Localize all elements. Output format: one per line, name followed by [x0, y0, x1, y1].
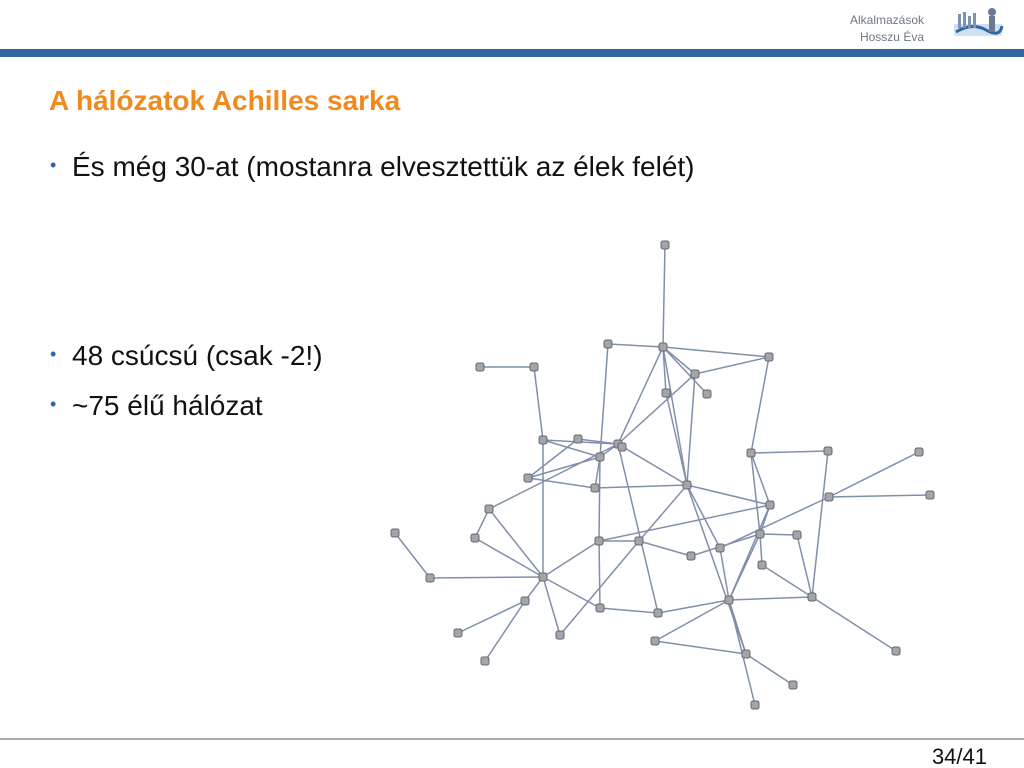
network-node — [539, 436, 547, 444]
network-edge — [829, 452, 919, 497]
bullet-text: És még 30-at (mostanra elvesztettük az élek felét) — [72, 151, 695, 182]
network-edge — [812, 597, 896, 651]
network-edge — [729, 505, 770, 600]
network-edge — [534, 367, 543, 440]
network-edge — [600, 344, 608, 457]
network-node — [574, 435, 582, 443]
network-edge — [595, 485, 687, 488]
network-edge — [528, 457, 600, 478]
network-node — [662, 389, 670, 397]
network-node — [766, 501, 774, 509]
network-edge — [687, 374, 695, 485]
network-node — [808, 593, 816, 601]
network-node — [596, 604, 604, 612]
network-node — [618, 443, 626, 451]
network-node — [687, 552, 695, 560]
network-edge — [797, 535, 812, 597]
network-edge — [543, 577, 600, 608]
page-number: 34/41 — [931, 744, 987, 768]
network-edge — [663, 245, 665, 347]
network-node — [454, 629, 462, 637]
network-node — [716, 544, 724, 552]
network-node — [915, 448, 923, 456]
network-node — [765, 353, 773, 361]
bullet-text: ~75 élű hálózat — [72, 390, 263, 421]
network-node — [742, 650, 750, 658]
network-edge — [618, 347, 663, 444]
network-edge — [751, 451, 828, 453]
network-node — [747, 449, 755, 457]
network-edge — [829, 495, 930, 497]
network-node — [524, 474, 532, 482]
network-edge — [655, 641, 746, 654]
network-node — [683, 481, 691, 489]
network-node — [530, 363, 538, 371]
footer-line — [0, 738, 1024, 740]
network-node — [556, 631, 564, 639]
network-node — [521, 597, 529, 605]
network-edge — [618, 444, 658, 613]
network-node — [651, 637, 659, 645]
network-node — [654, 609, 662, 617]
course-name: Alkalmazások — [849, 13, 924, 27]
slide-title: A hálózatok Achilles sarka — [49, 85, 401, 116]
network-node — [789, 681, 797, 689]
network-node — [756, 530, 764, 538]
network-node — [596, 453, 604, 461]
network-edge — [618, 444, 687, 485]
network-node — [892, 647, 900, 655]
network-node — [758, 561, 766, 569]
network-edge — [639, 541, 691, 556]
network-edge — [600, 608, 658, 613]
network-edge — [599, 505, 770, 541]
network-edge — [543, 541, 599, 577]
network-node — [476, 363, 484, 371]
network-edge — [599, 457, 600, 541]
network-node — [824, 447, 832, 455]
network-node — [426, 574, 434, 582]
network-edges — [395, 245, 930, 705]
network-edge — [395, 533, 430, 578]
network-node — [595, 537, 603, 545]
network-node — [485, 505, 493, 513]
network-node — [691, 370, 699, 378]
bullet-dot-icon: • — [50, 394, 57, 415]
author-name: Hosszu Éva — [859, 30, 924, 44]
network-edge — [729, 597, 812, 600]
network-nodes — [391, 241, 934, 709]
bullet-text: 48 csúcsú (csak -2!) — [72, 340, 323, 371]
network-edge — [687, 485, 746, 654]
network-edge — [489, 509, 543, 577]
network-edge — [528, 439, 578, 478]
network-edge — [663, 347, 769, 357]
network-node — [703, 390, 711, 398]
network-edge — [746, 654, 793, 685]
network-edge — [528, 478, 595, 488]
network-node — [926, 491, 934, 499]
network-edge — [430, 577, 543, 578]
network-edge — [762, 565, 812, 597]
network-node — [591, 484, 599, 492]
network-node — [751, 701, 759, 709]
network-edge — [639, 485, 687, 541]
network-edge — [475, 538, 543, 577]
network-edge — [608, 344, 663, 347]
network-edge — [760, 534, 797, 535]
network-node — [659, 343, 667, 351]
network-node — [539, 573, 547, 581]
bullet-dot-icon: • — [50, 344, 57, 365]
bullet-dot-icon: • — [50, 155, 57, 176]
network-edge — [666, 393, 687, 485]
network-edge — [751, 357, 769, 453]
network-edge — [812, 451, 828, 597]
network-edge — [687, 485, 770, 505]
network-edge — [618, 374, 695, 444]
network-node — [481, 657, 489, 665]
network-edge — [760, 534, 762, 565]
network-node — [661, 241, 669, 249]
network-node — [825, 493, 833, 501]
network-node — [391, 529, 399, 537]
network-edge — [695, 357, 769, 374]
network-node — [604, 340, 612, 348]
network-node — [635, 537, 643, 545]
network-node — [471, 534, 479, 542]
network-node — [725, 596, 733, 604]
network-node — [793, 531, 801, 539]
network-edge — [599, 541, 600, 608]
